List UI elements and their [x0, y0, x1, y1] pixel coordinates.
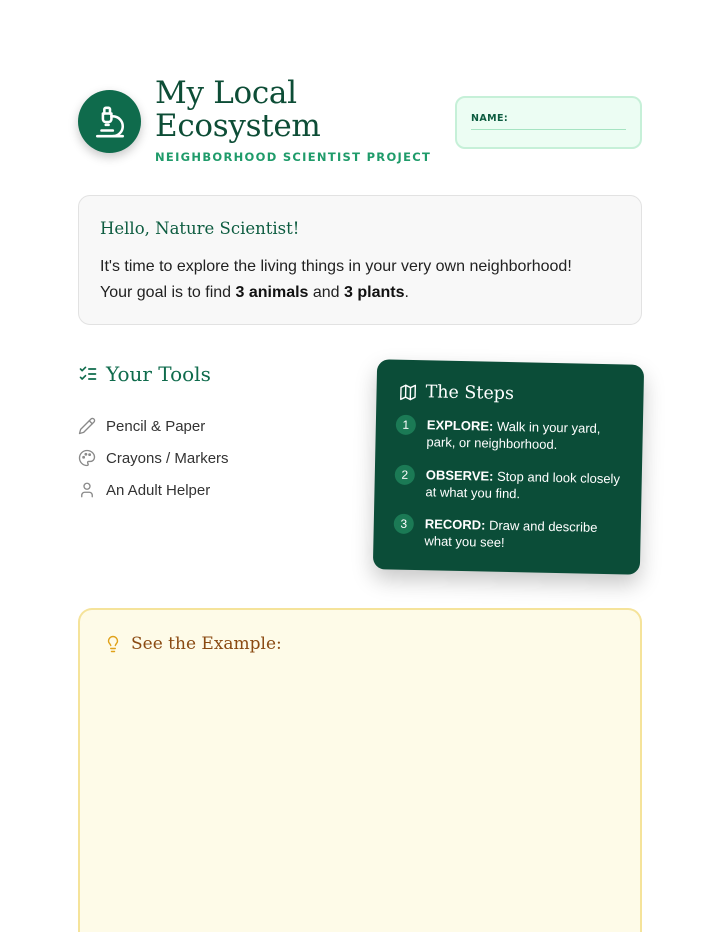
tools-heading	[78, 362, 211, 386]
step-desc: Walk in your yard, park, or neighborhood.	[426, 418, 601, 453]
checklist-icon	[78, 364, 98, 384]
intro-card	[78, 195, 642, 325]
step-title: EXPLORE:	[426, 417, 494, 434]
example-heading	[104, 634, 282, 654]
step-item	[394, 466, 625, 505]
name-field-box[interactable]	[455, 96, 642, 149]
steps-heading-text: The Steps	[425, 382, 515, 405]
step-number: 2	[395, 465, 415, 485]
step-desc: Stop and look closely at what you find.	[425, 468, 621, 502]
step-title: RECORD:	[424, 516, 486, 533]
step-title: OBSERVE:	[425, 467, 494, 484]
intro-heading: Hello, Nature Scientist!	[100, 219, 300, 238]
steps-heading	[398, 382, 514, 404]
name-line[interactable]	[471, 129, 626, 130]
steps-card	[373, 359, 644, 575]
goal-plants: 3 plants	[344, 284, 405, 301]
microscope-icon	[93, 105, 127, 139]
example-heading-text: See the Example:	[131, 634, 282, 654]
intro-line: It's time to explore the living things in your very own neighborhood!	[100, 258, 572, 275]
pencil-icon	[78, 417, 96, 435]
example-card	[78, 608, 642, 932]
palette-icon	[78, 449, 96, 467]
tool-item-crayons	[78, 442, 229, 474]
goal-prefix: Your goal is to find	[100, 284, 236, 301]
tool-label: Crayons / Markers	[106, 449, 229, 467]
step-item	[393, 515, 624, 554]
person-icon	[78, 481, 96, 499]
map-icon	[398, 382, 417, 401]
intro-text	[100, 254, 630, 306]
lightbulb-icon	[104, 634, 122, 654]
tool-label: An Adult Helper	[106, 481, 211, 499]
header-badge	[78, 90, 141, 153]
goal-and: and	[308, 284, 345, 301]
tools-heading-text: Your Tools	[106, 362, 211, 386]
step-text	[426, 416, 626, 454]
step-text	[425, 466, 625, 504]
tool-label: Pencil & Paper	[106, 417, 206, 435]
step-desc: Draw and describe what you see!	[424, 517, 598, 550]
goal-animals: 3 animals	[235, 284, 309, 301]
tool-item-adult	[78, 474, 229, 506]
step-number: 1	[396, 415, 416, 435]
name-label: NAME:	[471, 113, 509, 124]
goal-suffix: .	[404, 284, 409, 301]
page-title: My Local Ecosystem	[155, 75, 321, 144]
step-item	[395, 416, 626, 455]
tool-list	[78, 410, 229, 506]
step-number: 3	[394, 514, 414, 534]
page-subtitle: NEIGHBORHOOD SCIENTIST PROJECT	[155, 150, 432, 164]
step-text	[424, 515, 624, 553]
tool-item-pencil	[78, 410, 229, 442]
